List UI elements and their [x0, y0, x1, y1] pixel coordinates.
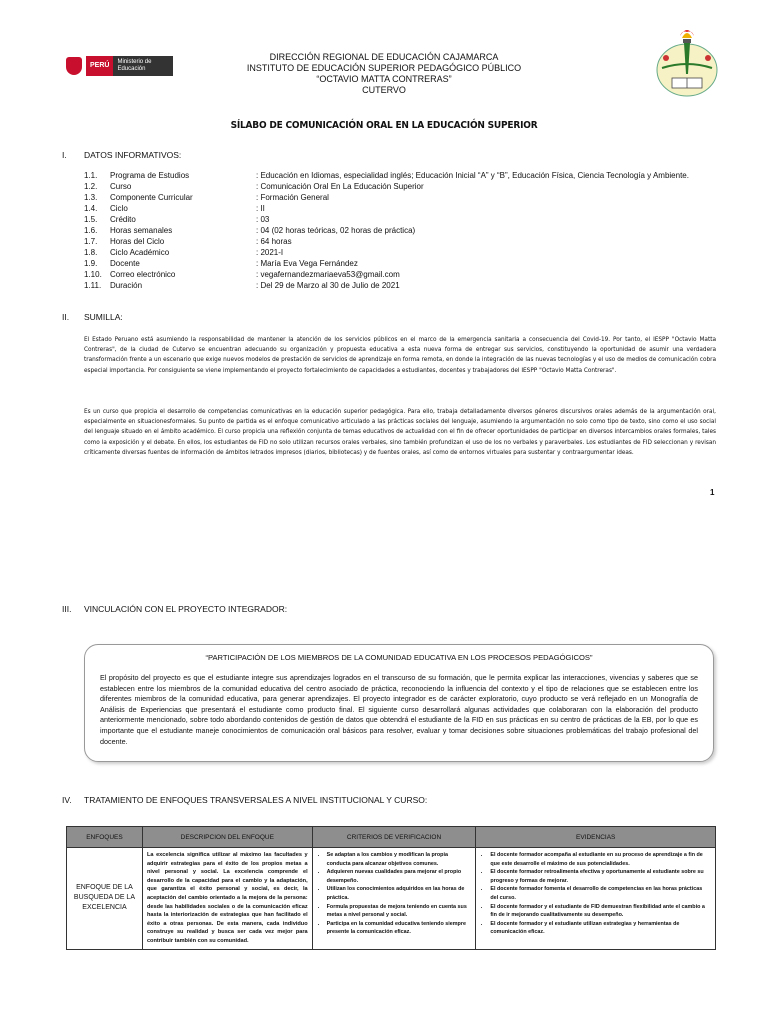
- section-1-number: I.: [62, 150, 67, 160]
- info-row: [84, 171, 724, 181]
- list-item: • El docente formador y el estudiante utilizan estrategias y herramientas de comunicación eficaz.: [490, 920, 711, 937]
- info-row-value: : Comunicación Oral En La Educación Superior: [256, 182, 424, 191]
- info-row: [84, 270, 724, 280]
- info-row-number: 1.7.: [84, 237, 98, 246]
- peru-shield-icon: [66, 57, 82, 75]
- list-item: • El docente formador acompaña al estudiante en su proceso de aprendizaje a fin de que este desarrolle el máximo de sus potencialidades.: [490, 851, 711, 868]
- minedu-logo: [66, 55, 178, 77]
- enfoques-table: [66, 826, 716, 950]
- page-number: 1: [710, 488, 715, 497]
- list-item: • Utilizan los conocimientos adquiridos en las horas de práctica.: [327, 885, 472, 902]
- info-row-number: 1.6.: [84, 226, 98, 235]
- info-row-number: 1.1.: [84, 171, 98, 180]
- list-item: • Adquieren nuevas cualidades para mejorar el propio desempeño.: [327, 868, 472, 885]
- info-row-value: : Formación General: [256, 193, 329, 202]
- column-header: CRITERIOS DE VERIFICACION: [312, 827, 476, 848]
- info-row-number: 1.2.: [84, 182, 98, 191]
- info-row: [84, 182, 724, 192]
- info-row-label: Ciclo Académico: [110, 248, 170, 257]
- email-link[interactable]: : vegafernandezmariaeva53@gmail.com: [256, 270, 400, 279]
- evidencias-cell: [476, 848, 716, 950]
- list-item: • Formula propuestas de mejora teniendo en cuenta sus metas a nivel personal y social.: [327, 903, 472, 920]
- list-item: • El docente formador retroalimenta efectiva y oportunamente al estudiante sobre su progreso y formas de mejorar.: [490, 868, 711, 885]
- descripcion-cell: La excelencia significa utilizar al máximo las facultades y adquirir estrategias para el éxito de los propios metas a nivel personal y social. La excelencia comprende el desarrollo de la capacidad para el cambio y la adaptación, que garantiza el éxito personal y social, es decir, la aceptación del cambio orientado a la mejora de la persona: desde las habilidades sociales o de la comunicación eficaz hasta la interiorización de estrategias que han facilitado el éxito a otras personas. De esta manera, cada individuo construye su realidad y busca ser cada vez mejor para contribuir también con su comunidad.: [142, 848, 312, 950]
- list-item: • El docente formador y el estudiante de FID demuestran flexibilidad ante el cambio a fin de ir mejorando cualitativamente su desempeño.: [490, 903, 711, 920]
- info-row-value: : 2021-I: [256, 248, 284, 257]
- proyecto-text: El propósito del proyecto es que el estudiante integre sus aprendizajes logrados en el transcurso de su formación, que le permita explicar las interacciones, vivencias y saberes que se establecen entre los miembros de la comunidad educativa del centro asociado de práctica, reconociendo la influencia del contexto y el tipo de relaciones que se establecen entre los diferentes miembros de la comunidad educativa, para generar aprendizajes. El proyecto integrador es de carácter exploratorio, cuyo producto se verá reflejado en un Monografía de Análisis de Experiencias que presentará el estudiante como producto final. El siguiente curso desarrollará algunas actividades que colaboraran con la elaboración del producto anteriormente mencionado, sobre todo abordando contenidos de gestión de datos que obtendrá el estudiante de la FID en sus prácticas en su centro de prácticas de la EB, por lo que es importante que el estudiante maneje conocimientos de comunicación oral básicos para resolver, evaluar y tomar decisiones sobre situaciones problemáticas del trabajo profesional del docente.: [100, 673, 698, 746]
- info-row-number: 1.8.: [84, 248, 98, 257]
- info-row-label: Duración: [110, 281, 143, 290]
- section-1-title: DATOS INFORMATIVOS:: [84, 150, 182, 160]
- section-4-number: IV.: [62, 795, 72, 805]
- info-row: [84, 204, 724, 214]
- info-row-label: Programa de Estudios: [110, 171, 190, 180]
- criterios-cell: [312, 848, 476, 950]
- info-row-value: : Del 29 de Marzo al 30 de Julio de 2021: [256, 281, 400, 290]
- header-line-2: INSTITUTO DE EDUCACIÓN SUPERIOR PEDAGÓGICO PÚBLICO: [246, 63, 522, 73]
- info-row-value: : 03: [256, 215, 270, 224]
- header-line-4: CUTERVO: [362, 85, 406, 95]
- list-item: • El docente formador fomenta el desarrollo de competencias en las horas prácticas del curso.: [490, 885, 711, 902]
- info-row-label: Horas del Ciclo: [110, 237, 165, 246]
- document-title: SÍLABO DE COMUNICACIÓN ORAL EN LA EDUCACIÓN SUPERIOR: [230, 120, 538, 131]
- info-row: [84, 259, 724, 269]
- enfoque-cell: ENFOQUE DE LA BUSQUEDA DE LA EXCELENCIA: [67, 848, 143, 950]
- info-row-number: 1.5.: [84, 215, 98, 224]
- info-row-number: 1.11.: [84, 281, 102, 290]
- section-2-title: SUMILLA:: [84, 312, 123, 322]
- logo-ministerio-text: Ministerio de Educación: [113, 56, 173, 76]
- proyecto-integrador-box: [84, 644, 714, 762]
- info-row: [84, 281, 724, 291]
- institute-seal-icon: [652, 22, 722, 100]
- info-row-label: Curso: [110, 182, 132, 191]
- column-header: EVIDENCIAS: [476, 827, 716, 848]
- info-row-value: : Educación en Idiomas, especialidad inglés; Educación Inicial “A” y “B”, Educación Física, Ciencia Tecnología y Ambiente.: [256, 171, 689, 180]
- list-item: • Participa en la comunidad educativa teniendo siempre presente la comunicación eficaz.: [327, 920, 472, 937]
- info-row-value: : María Eva Vega Fernández: [256, 259, 358, 268]
- info-row-value: : 64 horas: [256, 237, 292, 246]
- sumilla-paragraph-2: Es un curso que propicia el desarrollo de competencias comunicativas en la educación superior pedagógica. Para ello, trabaja detalladamente diversos géneros discursivos orales además de la argumentación oral, especialmente en situacionesformales. Su punto de partida es el enfoque comunicativo articulado a las prácticas sociales del lenguaje, asumiendo la argumentación no solo como tipo de texto, sino como el uso social del lenguaje situado en el ámbito académico. El curso propicia una reflexión conjunta de temas educativos de actualidad con el fin de ofrecer oportunidades de participar en diversos intercambios orales formales, tales como la exposición y el debate. En ellos, los estudiantes de FID no solo utilizan recursos orales verbales, sino también profundizan el uso de los no verbales y paraverbales. Los estudiantes de FID seleccionan y revisan críticamente diversas fuentes de información de ámbitos letrados impresos (diarios, bibliotecas) y de fuentes orales, así como de entornos virtuales para sustentar y contraargumentar ideas.: [84, 407, 716, 456]
- info-row-label: Correo electrónico: [110, 270, 176, 279]
- info-row-number: 1.9.: [84, 259, 98, 268]
- table-header-row: [67, 827, 716, 848]
- logo-peru-text: PERÚ: [86, 56, 113, 76]
- section-2-number: II.: [62, 312, 70, 322]
- table-row: [67, 848, 716, 950]
- info-row: [84, 193, 724, 203]
- info-row-label: Horas semanales: [110, 226, 173, 235]
- proyecto-title: “PARTICIPACIÓN DE LOS MIEMBROS DE LA COMUNIDAD EDUCATIVA EN LOS PROCESOS PEDAGÓGICOS”: [205, 653, 593, 662]
- column-header: ENFOQUES: [67, 827, 143, 848]
- institution-header: [180, 52, 588, 96]
- section-3-title: VINCULACIÓN CON EL PROYECTO INTEGRADOR:: [84, 604, 288, 614]
- info-row-number: 1.3.: [84, 193, 98, 202]
- info-row-label: Ciclo: [110, 204, 128, 213]
- info-row-label: Crédito: [110, 215, 136, 224]
- section-3-number: III.: [62, 604, 72, 614]
- info-row-number: 1.10.: [84, 270, 102, 279]
- section-4-title: TRATAMIENTO DE ENFOQUES TRANSVERSALES A NIVEL INSTITUCIONAL Y CURSO:: [84, 795, 428, 805]
- info-row-label: Componente Curricular: [110, 193, 193, 202]
- info-row-value: : 04 (02 horas teóricas, 02 horas de práctica): [256, 226, 416, 235]
- info-row: [84, 215, 724, 225]
- header-line-3: “OCTAVIO MATTA CONTRERAS”: [316, 74, 452, 84]
- info-row: [84, 226, 724, 236]
- info-row-label: Docente: [110, 259, 140, 268]
- list-item: • Se adaptan a los cambios y modifican la propia conducta para alcanzar objetivos comunes.: [327, 851, 472, 868]
- info-row-value: : II: [256, 204, 265, 213]
- info-row-number: 1.4.: [84, 204, 98, 213]
- sumilla-paragraph-1: El Estado Peruano está asumiendo la responsabilidad de mantener la atención de los servicios públicos en el marco de la emergencia sanitaria a consecuencia del Covid-19. Por tanto, el IESPP "Octavio Matta Contreras", de la ciudad de Cutervo se encuentran adecuando su organización y propuesta educativa a esta nueva forma de entregar sus servicios, constituyendo la oportunidad de asumir una verdadera transformación frente a un escenario que exige nuevos modelos de prestación de servicios de aprendizaje en forma remota, en donde la integración de las nuevas tecnologías y el uso de medios de comunicación cobra especial importancia. Por consiguiente se viene implementando el proyecto fortalecimiento de capacidades a estudiantes, docentes y trabajadores del IESPP "Octavio Matta Contreras".: [84, 335, 716, 374]
- info-row: [84, 248, 724, 258]
- header-line-1: DIRECCIÓN REGIONAL DE EDUCACIÓN CAJAMARCA: [269, 52, 499, 62]
- info-row: [84, 237, 724, 247]
- column-header: DESCRIPCION DEL ENFOQUE: [142, 827, 312, 848]
